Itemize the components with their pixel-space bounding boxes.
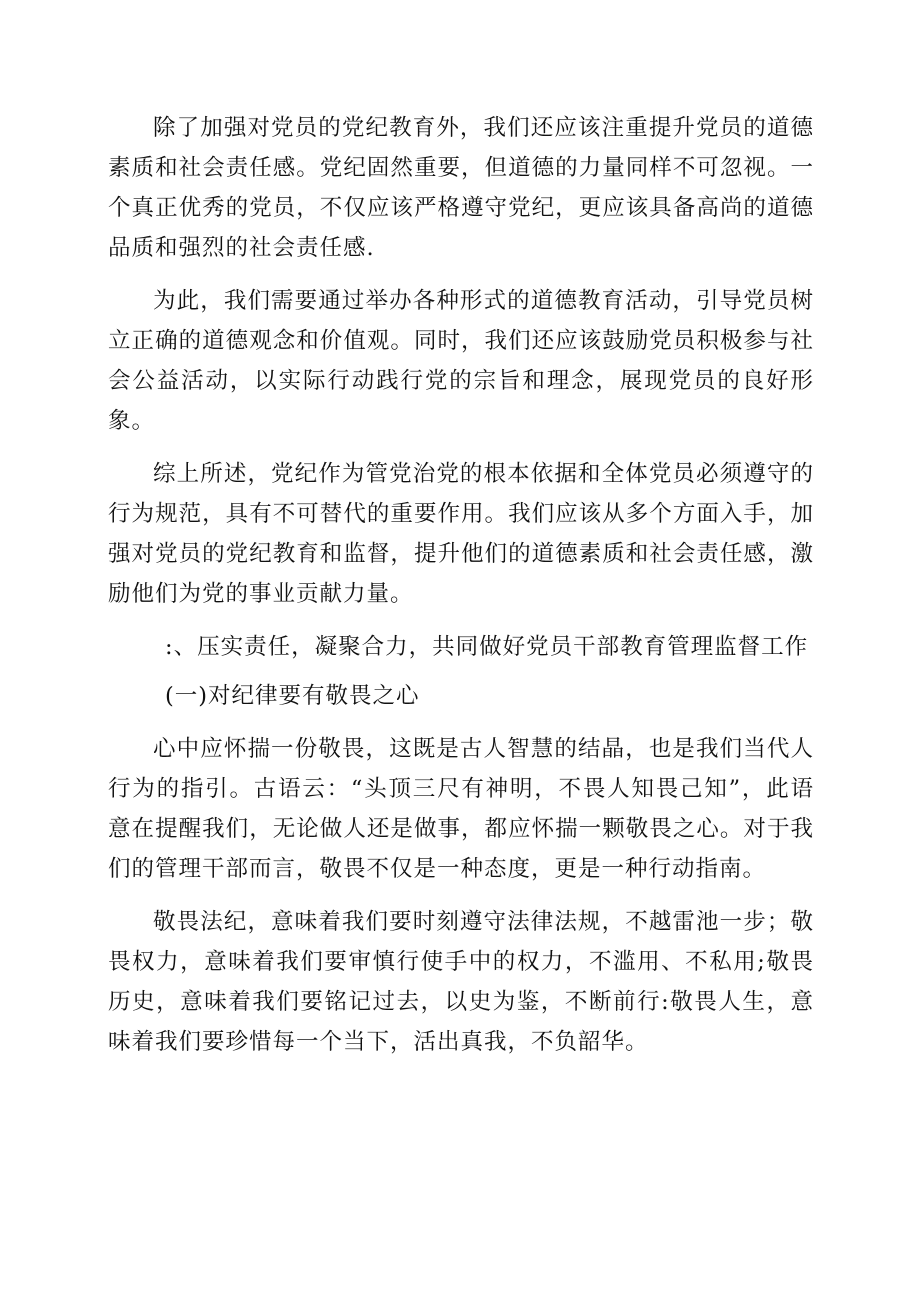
section-heading: :、压实责任，凝聚合力，共同做好党员干部教育管理监督工作 (165, 634, 809, 660)
subsection-heading: (一)对纪律要有敬畏之心 (165, 683, 420, 709)
paragraph-reverence: 心中应怀揣一份敬畏，这既是古人智慧的结晶，也是我们当代人行为的指引。古语云：“头顶三尺有神明，不畏人知畏己知”，此语意在提醒我们，无论做人还是做事，都应怀揣一颗敬畏之心。对于我们的管理干部而言，敬畏不仅是一种态度，更是一种行动指南。 (108, 736, 814, 882)
paragraph-reverence-law: 敬畏法纪，意味着我们要时刻遵守法律法规，不越雷池一步；敬畏权力，意味着我们要审慎行使手中的权力，不滥用、不私用;敬畏历史，意味着我们要铭记过去，以史为鉴，不断前行:敬畏人生，意味着我们要珍惜每一个当下，活出真我，不负韶华。 (108, 909, 814, 1055)
document-page (108, 108, 814, 1075)
paragraph-morality: 除了加强对党员的党纪教育外，我们还应该注重提升党员的道德素质和社会责任感。党纪固然重要，但道德的力量同样不可忽视。一个真正优秀的党员，不仅应该严格遵守党纪，更应该具备高尚的道德品质和强烈的社会责任感. (108, 115, 814, 261)
paragraph-moral-education: 为此，我们需要通过举办各种形式的道德教育活动，引导党员树立正确的道德观念和价值观。同时，我们还应该鼓励党员积极参与社会公益活动，以实际行动践行党的宗旨和理念，展现党员的良好形象。 (108, 288, 814, 434)
paragraph-summary: 综上所述，党纪作为管党治党的根本依据和全体党员必须遵守的行为规范，具有不可替代的重要作用。我们应该从多个方面入手，加强对党员的党纪教育和监督，提升他们的道德素质和社会责任感，激励他们为党的事业贡献力量。 (108, 461, 814, 607)
